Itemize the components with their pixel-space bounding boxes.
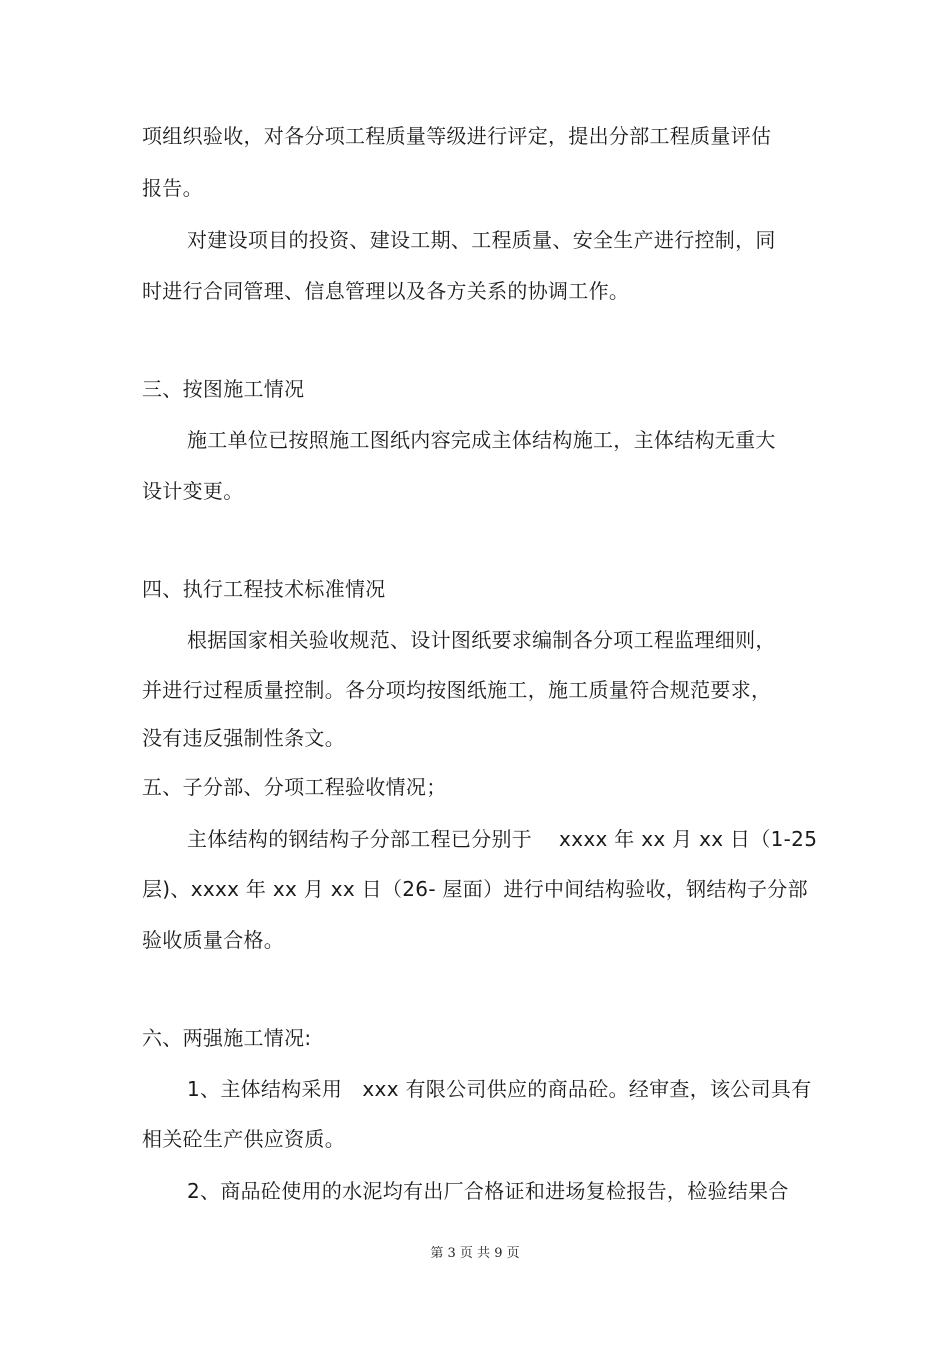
page-footer: 第 3 页 共 9 页 (430, 1246, 520, 1261)
section-heading: 六、两强施工情况: (142, 1026, 312, 1050)
section-heading: 五、子分部、分项工程验收情况； (142, 775, 447, 799)
paragraph-line: 没有违反强制性条文。 (142, 726, 345, 750)
paragraph-line: 2、商品砼使用的水泥均有出厂合格证和进场复检报告，检验结果合 (187, 1179, 789, 1203)
paragraph-line: 报告。 (142, 176, 203, 200)
paragraph-line: 并进行过程质量控制。各分项均按图纸施工，施工质量符合规范要求， (142, 678, 772, 702)
paragraph-line: 项组织验收，对各分项工程质量等级进行评定，提出分部工程质量评估 (142, 124, 772, 148)
paragraph-line: 根据国家相关验收规范、设计图纸要求编制各分项工程监理细则， (187, 628, 776, 652)
paragraph-line: 主体结构的钢结构子分部工程已分别于 xxxx 年 xx 月 xx 日（1-25 (187, 827, 818, 851)
paragraph-line: 验收质量合格。 (142, 928, 285, 952)
paragraph-line: 层)、xxxx 年 xx 月 xx 日（26- 屋面）进行中间结构验收，钢结构子分部 (142, 877, 808, 901)
paragraph-line: 对建设项目的投资、建设工期、工程质量、安全生产进行控制，同 (187, 228, 776, 252)
section-heading: 三、按图施工情况 (142, 377, 305, 401)
paragraph-line: 相关砼生产供应资质。 (142, 1127, 345, 1151)
paragraph-line: 1、主体结构采用 xxx 有限公司供应的商品砼。经审查，该公司具有 (187, 1077, 812, 1101)
section-heading: 四、执行工程技术标准情况 (142, 577, 386, 601)
paragraph-line: 施工单位已按照施工图纸内容完成主体结构施工，主体结构无重大 (187, 428, 776, 452)
paragraph-line: 时进行合同管理、信息管理以及各方关系的协调工作。 (142, 279, 630, 303)
paragraph-line: 设计变更。 (142, 479, 244, 503)
